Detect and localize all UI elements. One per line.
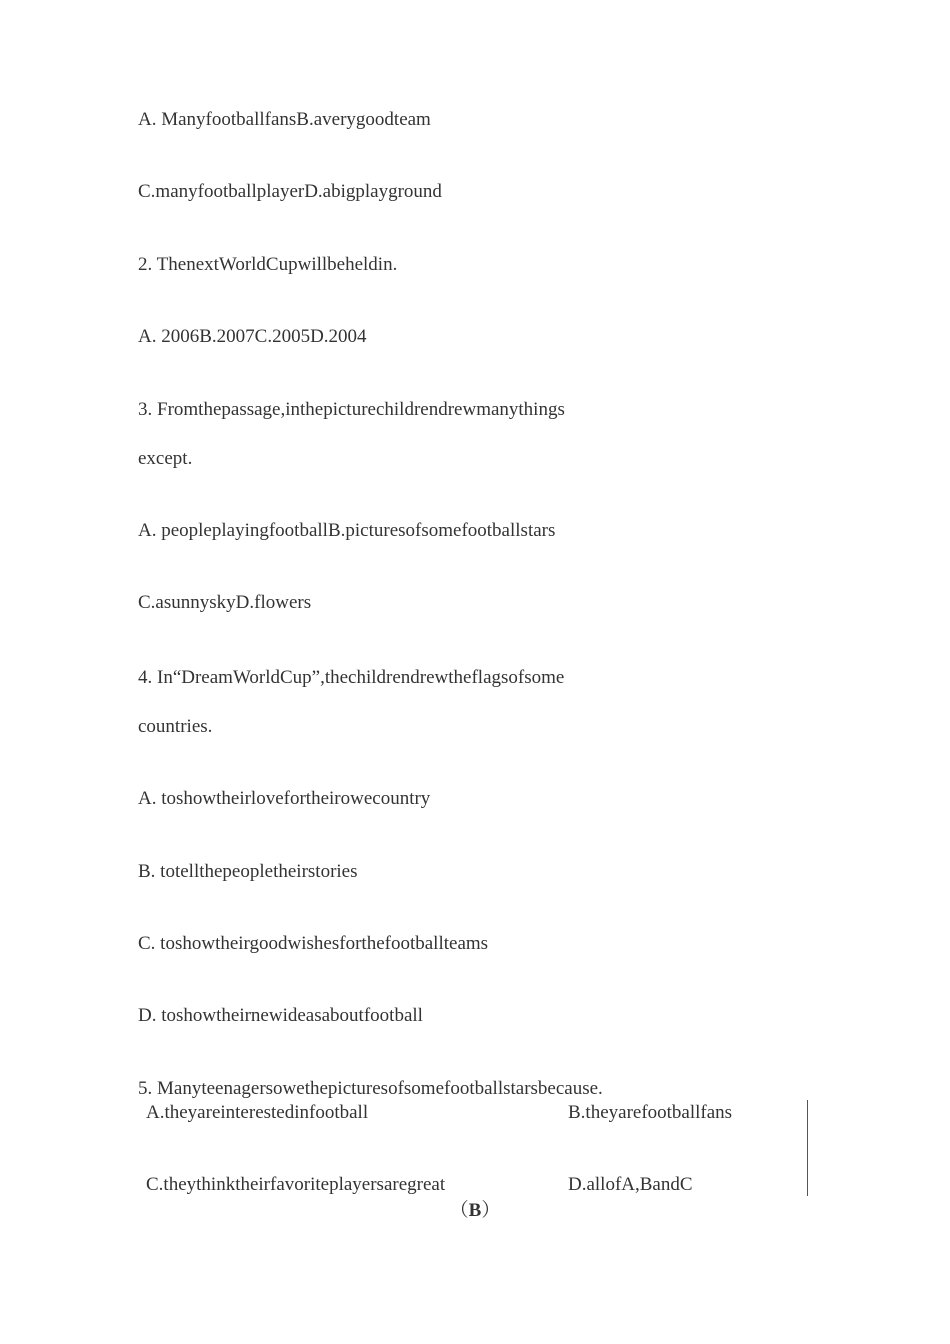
q2-options: A. 2006B.2007C.2005D.2004 bbox=[138, 326, 367, 347]
answer-close-bracket: ） bbox=[481, 1200, 501, 1221]
q3-options-ab: A. peopleplayingfootballB.picturesofsomefootballstars bbox=[138, 520, 556, 541]
q1-options-ab: A. ManyfootballfansB.averygoodteam bbox=[138, 109, 431, 130]
q1-options-cd: C.manyfootballplayerD.abigplayground bbox=[138, 181, 442, 202]
table-border-right bbox=[807, 1100, 808, 1196]
question-3: 3. Fromthepassage,inthepicturechildrendrewmanythings bbox=[138, 399, 565, 420]
q5-option-a: A.theyareinterestedinfootball bbox=[146, 1102, 369, 1123]
q4-option-c: C. toshowtheirgoodwishesforthefootballteams bbox=[138, 933, 489, 954]
q4-option-b: B. totellthepeopletheirstories bbox=[138, 861, 358, 882]
answer-open-bracket: （ bbox=[449, 1200, 469, 1221]
answer-letter: B bbox=[468, 1200, 482, 1221]
q4-option-d: D. toshowtheirnewideasaboutfootball bbox=[138, 1005, 423, 1026]
question-3-continued: except. bbox=[138, 448, 193, 469]
question-4-continued: countries. bbox=[138, 716, 213, 737]
answer-mark bbox=[0, 1199, 950, 1223]
q5-option-d: D.allofA,BandC bbox=[568, 1174, 693, 1195]
question-2: 2. ThenextWorldCupwillbeheldin. bbox=[138, 254, 398, 275]
question-4: 4. In“DreamWorldCup”,thechildrendrewtheflagsofsome bbox=[138, 667, 565, 688]
q4-option-a: A. toshowtheirlovefortheirowecountry bbox=[138, 788, 431, 809]
q3-options-cd: C.asunnyskyD.flowers bbox=[138, 592, 312, 613]
q5-option-b: B.theyarefootballfans bbox=[568, 1102, 733, 1123]
q5-option-c: C.theythinktheirfavoriteplayersaregreat bbox=[146, 1174, 446, 1195]
question-5: 5. Manyteenagersowethepicturesofsomefootballstarsbecause. bbox=[138, 1078, 603, 1099]
